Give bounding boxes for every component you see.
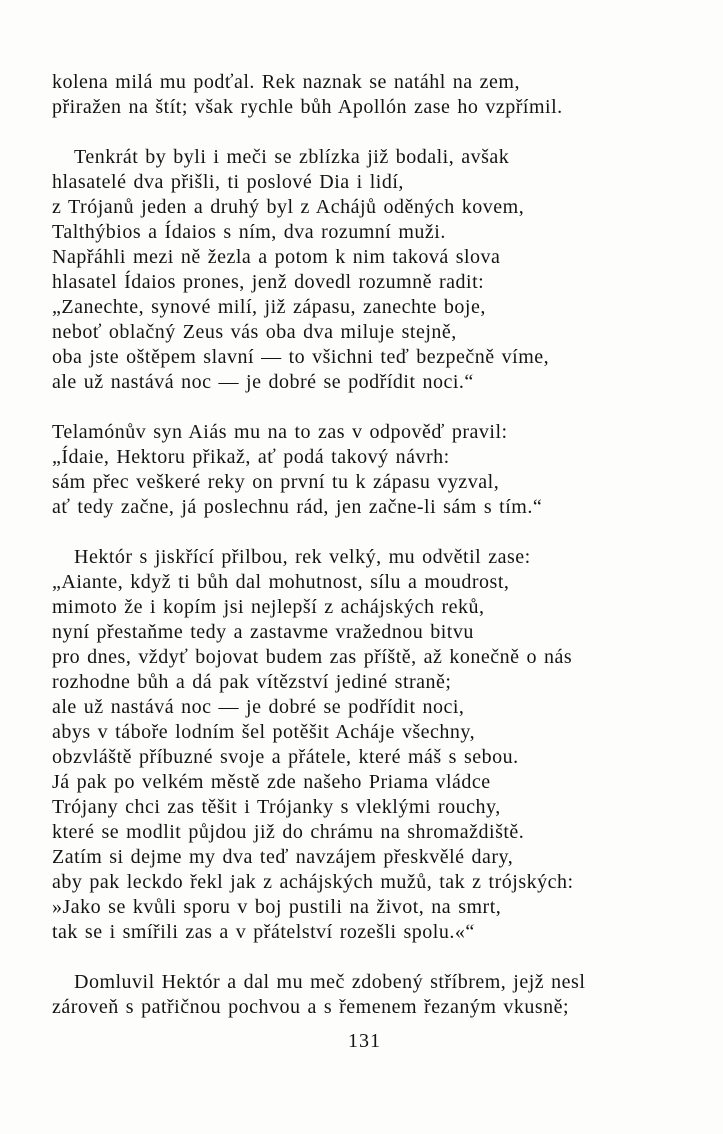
verse-line: Tenkrát by byli i meči se zblízka již bodali, avšak	[74, 146, 510, 168]
verse-line: obzvláště příbuzné svoje a přátele, které máš s sebou.	[52, 746, 519, 768]
verse-line: tak se i smířili zas a v přátelství rozešli spolu.«“	[52, 921, 475, 943]
verse-line: mimoto že i kopím jsi nejlepší z achájských reků,	[52, 596, 485, 618]
verse-line: Trójany chci zas těšit i Trójanky s vleklými rouchy,	[52, 796, 501, 818]
verse-line: sám přec veškeré reky on první tu k zápasu vyzval,	[52, 471, 500, 493]
verse-line: rozhodne bůh a dá pak vítězství jediné straně;	[52, 671, 452, 693]
verse-line: „Zanechte, synové milí, již zápasu, zanechte boje,	[52, 296, 486, 318]
verse-line: hlasatelé dva přišli, ti poslové Dia i lidí,	[52, 171, 404, 193]
verse-line: Napřáhli mezi ně žezla a potom k nim taková slova	[52, 246, 501, 268]
verse-line: Zatím si dejme my dva teď navzájem přeskvělé dary,	[52, 846, 514, 868]
paragraph	[52, 545, 677, 945]
verse-line: ale už nastává noc — je dobré se podřídit noci,	[52, 696, 465, 718]
verse-line: Telamónův syn Aiás mu na to zas v odpověď pravil:	[52, 421, 508, 443]
verse-line: aby pak leckdo řekl jak z achájských mužů, tak z trójských:	[52, 871, 574, 893]
paragraph	[52, 420, 677, 520]
page-number: 131	[348, 1030, 381, 1052]
poem-text	[52, 70, 677, 1020]
verse-line: neboť oblačný Zeus vás oba dva miluje stejně,	[52, 321, 457, 343]
verse-line: „Aiante, když ti bůh dal mohutnost, sílu a moudrost,	[52, 571, 510, 593]
verse-line: „Ídaie, Hektoru přikaž, ať podá takový návrh:	[52, 446, 450, 468]
verse-line: Domluvil Hektór a dal mu meč zdobený stříbrem, jejž nesl	[74, 971, 586, 993]
paragraph	[52, 70, 677, 120]
verse-line: »Jako se kvůli sporu v boj pustili na život, na smrt,	[52, 896, 502, 918]
verse-line: které se modlit půjdou již do chrámu na shromaždiště.	[52, 821, 525, 843]
verse-line: abys v táboře lodním šel potěšit Acháje všechny,	[52, 721, 476, 743]
verse-line: Hektór s jiskřící přilbou, rek velký, mu odvětil zase:	[74, 546, 531, 568]
paragraph	[52, 970, 677, 1020]
verse-line: ať tedy začne, já poslechnu rád, jen začne-li sám s tím.“	[52, 496, 543, 518]
verse-line: Já pak po velkém městě zde našeho Priama vládce	[52, 771, 491, 793]
verse-line: ale už nastává noc — je dobré se podřídit noci.“	[52, 371, 474, 393]
verse-line: oba jste oštěpem slavní — to všichni teď bezpečně víme,	[52, 346, 550, 368]
verse-line: hlasatel Ídaios prones, jenž dovedl rozumně radit:	[52, 271, 485, 293]
paragraph	[52, 145, 677, 395]
verse-line: pro dnes, vždyť bojovat budem zas příště, až konečně o nás	[52, 646, 573, 668]
verse-line: nyní přestaňme tedy a zastavme vražednou bitvu	[52, 621, 474, 643]
verse-line: z Trójanů jeden a druhý byl z Achájů oděných kovem,	[52, 196, 525, 218]
verse-line: přiražen na štít; však rychle bůh Apollón zase ho vzpřímil.	[52, 96, 563, 118]
verse-line: kolena milá mu podťal. Rek naznak se natáhl na zem,	[52, 71, 520, 93]
verse-line: Talthýbios a Ídaios s ním, dva rozumní muži.	[52, 221, 446, 243]
verse-line: zároveň s patřičnou pochvou a s řemenem řezaným vkusně;	[52, 996, 570, 1018]
